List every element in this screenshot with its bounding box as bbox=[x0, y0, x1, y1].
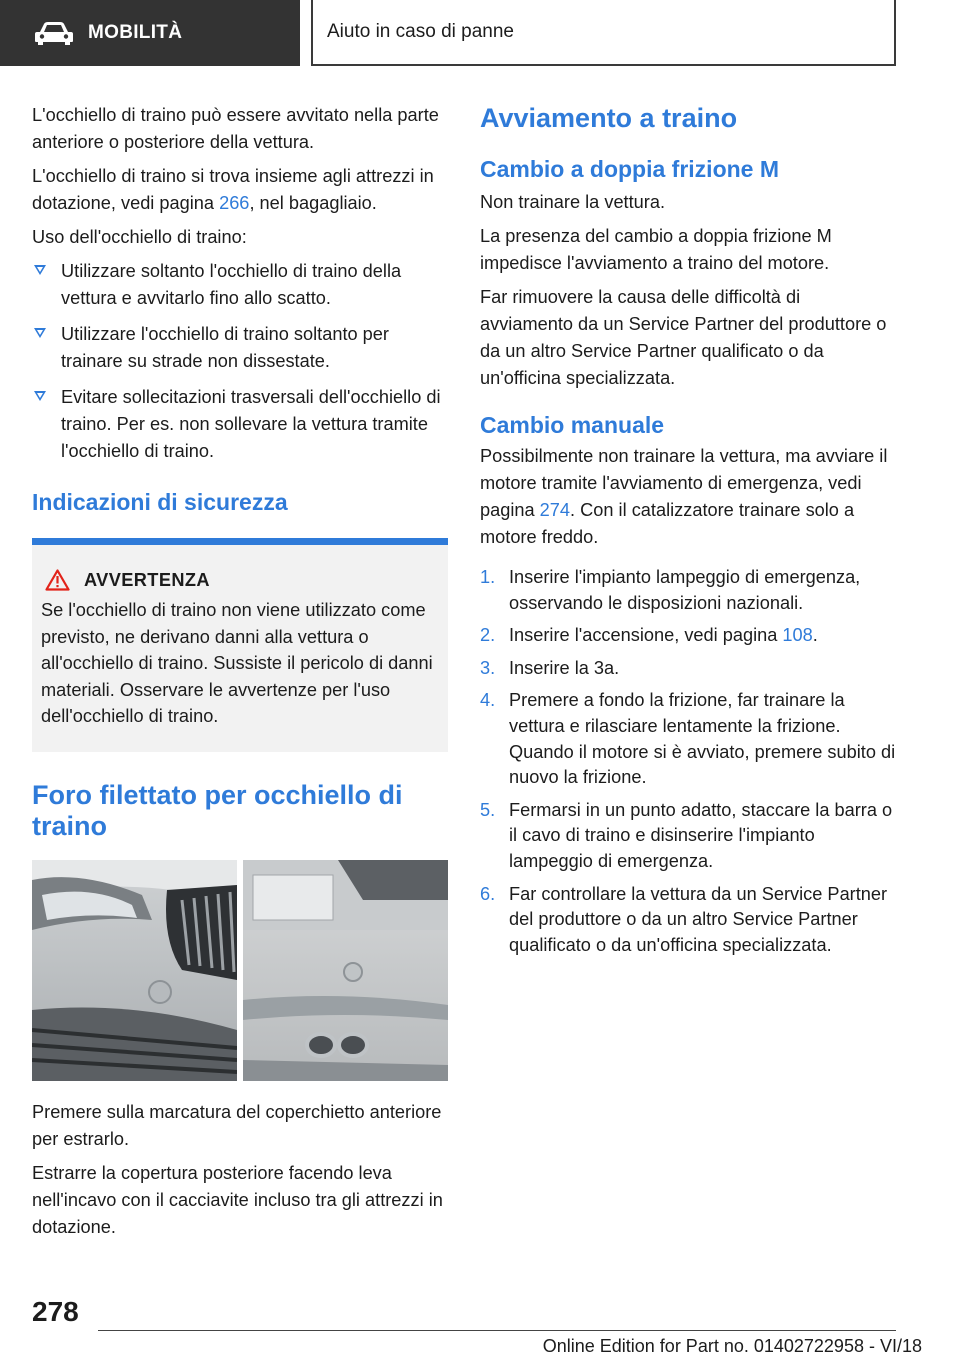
list-item bbox=[32, 384, 448, 465]
list-item bbox=[480, 688, 896, 790]
step-text: Far controllare la vettura da un Service Partner del produttore o da un altro Service Partner qualificato o da un'officina specializzata. bbox=[509, 883, 888, 955]
list-item bbox=[480, 623, 896, 649]
step-number: 1. bbox=[480, 567, 496, 587]
steps-list bbox=[480, 565, 896, 958]
right-column bbox=[480, 102, 896, 965]
car-icon bbox=[34, 20, 74, 46]
list-item-text: Utilizzare l'occhiello di traino soltanto per trainare su strade non dissestate. bbox=[61, 324, 389, 371]
chapter-title: Aiuto in caso di panne bbox=[327, 21, 514, 42]
paragraph: Premere sulla marcatura del coperchietto anteriore per estrarlo. bbox=[32, 1101, 442, 1149]
paragraph: L'occhiello di traino può essere avvitato nella parte anteriore o posteriore della vettura. bbox=[32, 105, 439, 152]
rear-bumper-photo bbox=[243, 860, 448, 1081]
warning-header bbox=[41, 569, 440, 591]
paragraph: Non trainare la vettura. bbox=[480, 192, 666, 212]
safety-heading: Indicazioni di sicurezza bbox=[32, 489, 288, 515]
page-reference-link[interactable]: 108 bbox=[782, 625, 813, 646]
page-number: 278 bbox=[32, 1296, 79, 1327]
warning-text: Se l'occhiello di traino non viene utilizzato come previsto, ne derivano danni alla vettura o all'occhiello di traino. Sussiste il pericolo di danni materiali. Osservare le avvertenze per l'uso dell'occhiello di traino. bbox=[41, 600, 433, 726]
divider bbox=[32, 538, 448, 545]
page-reference-link[interactable]: 274 bbox=[539, 500, 571, 520]
paragraph bbox=[480, 443, 896, 551]
step-number: 2. bbox=[480, 625, 496, 646]
tow-start-heading: Avviamento a traino bbox=[480, 103, 738, 133]
manual-heading: Cambio manuale bbox=[480, 412, 665, 438]
text: L'occhiello di traino si trova insieme agli attrezzi in dotazione, vedi pagina bbox=[32, 166, 434, 213]
paragraph: Estrarre la copertura posteriore facendo leva nell'incavo con il cacciavite incluso tra gli attrezzi in dotazione. bbox=[32, 1162, 443, 1237]
paragraph bbox=[32, 163, 448, 217]
paragraph: Uso dell'occhiello di traino: bbox=[32, 227, 247, 247]
bullet-triangle-icon bbox=[34, 265, 46, 275]
page-reference-link[interactable]: 266 bbox=[219, 193, 250, 213]
step-text: Inserire la 3a. bbox=[509, 657, 620, 678]
list-item bbox=[480, 798, 896, 875]
section-tab bbox=[0, 0, 300, 66]
step-text: . bbox=[812, 625, 818, 646]
dct-heading: Cambio a doppia frizione M bbox=[480, 156, 780, 182]
step-text: Inserire l'impianto lampeggio di emergenza, osservando le disposizioni nazionali. bbox=[509, 567, 861, 613]
warning-triangle-icon bbox=[45, 569, 70, 591]
footer-edition: Online Edition for Part no. 01402722958 - VI/18 bbox=[542, 1336, 922, 1356]
list-item-text: Evitare sollecitazioni trasversali dell'occhiello di traino. Per es. non sollevare la vettura tramite l'occhiello di traino. bbox=[61, 387, 441, 461]
list-item bbox=[480, 882, 896, 959]
left-column bbox=[32, 102, 448, 1248]
step-number: 6. bbox=[480, 883, 496, 904]
step-text: Fermarsi in un punto adatto, staccare la barra o il cavo di traino e disinserire l'impianto lampeggio di emergenza. bbox=[509, 799, 893, 871]
bullet-list bbox=[32, 258, 448, 465]
step-number: 5. bbox=[480, 799, 496, 820]
photo-row bbox=[32, 860, 448, 1081]
footer-divider bbox=[98, 1330, 896, 1331]
step-number: 3. bbox=[480, 657, 496, 678]
list-item bbox=[32, 258, 448, 312]
text: . Con il catalizzatore trainare solo a motore freddo. bbox=[480, 500, 855, 547]
warning-box bbox=[32, 545, 448, 752]
list-item bbox=[480, 565, 896, 616]
paragraph: La presenza del cambio a doppia frizione M impedisce l'avviamento a traino del motore. bbox=[480, 226, 832, 273]
warning-title: AVVERTENZA bbox=[84, 569, 210, 590]
step-number: 4. bbox=[480, 690, 496, 711]
chapter-header bbox=[311, 0, 896, 66]
section-title: MOBILITÀ bbox=[88, 22, 183, 43]
thread-heading: Foro filettato per occhiello di traino bbox=[32, 779, 403, 841]
front-bumper-photo bbox=[32, 860, 237, 1081]
bullet-triangle-icon bbox=[34, 328, 46, 338]
bullet-triangle-icon bbox=[34, 391, 46, 401]
paragraph: Far rimuovere la causa delle difficoltà di avviamento da un Service Partner del produttore o da un altro Service Partner qualificato o da un'officina specializzata. bbox=[480, 287, 887, 388]
list-item-text: Utilizzare soltanto l'occhiello di traino della vettura e avvitarlo fino allo scatto. bbox=[61, 261, 402, 308]
list-item bbox=[32, 321, 448, 375]
list-item bbox=[480, 656, 896, 682]
step-text: Inserire l'accensione, vedi pagina bbox=[509, 625, 783, 646]
text: , nel bagagliaio. bbox=[249, 193, 377, 213]
text: Possibilmente non trainare la vettura, ma avviare il motore tramite l'avviamento di emergenza, vedi pagina bbox=[480, 446, 888, 520]
step-text: Premere a fondo la frizione, far trainare la vettura e rilasciare lentamente la frizione. Quando il motore si è avviato, premere subito di nuovo la frizione. bbox=[509, 690, 896, 788]
